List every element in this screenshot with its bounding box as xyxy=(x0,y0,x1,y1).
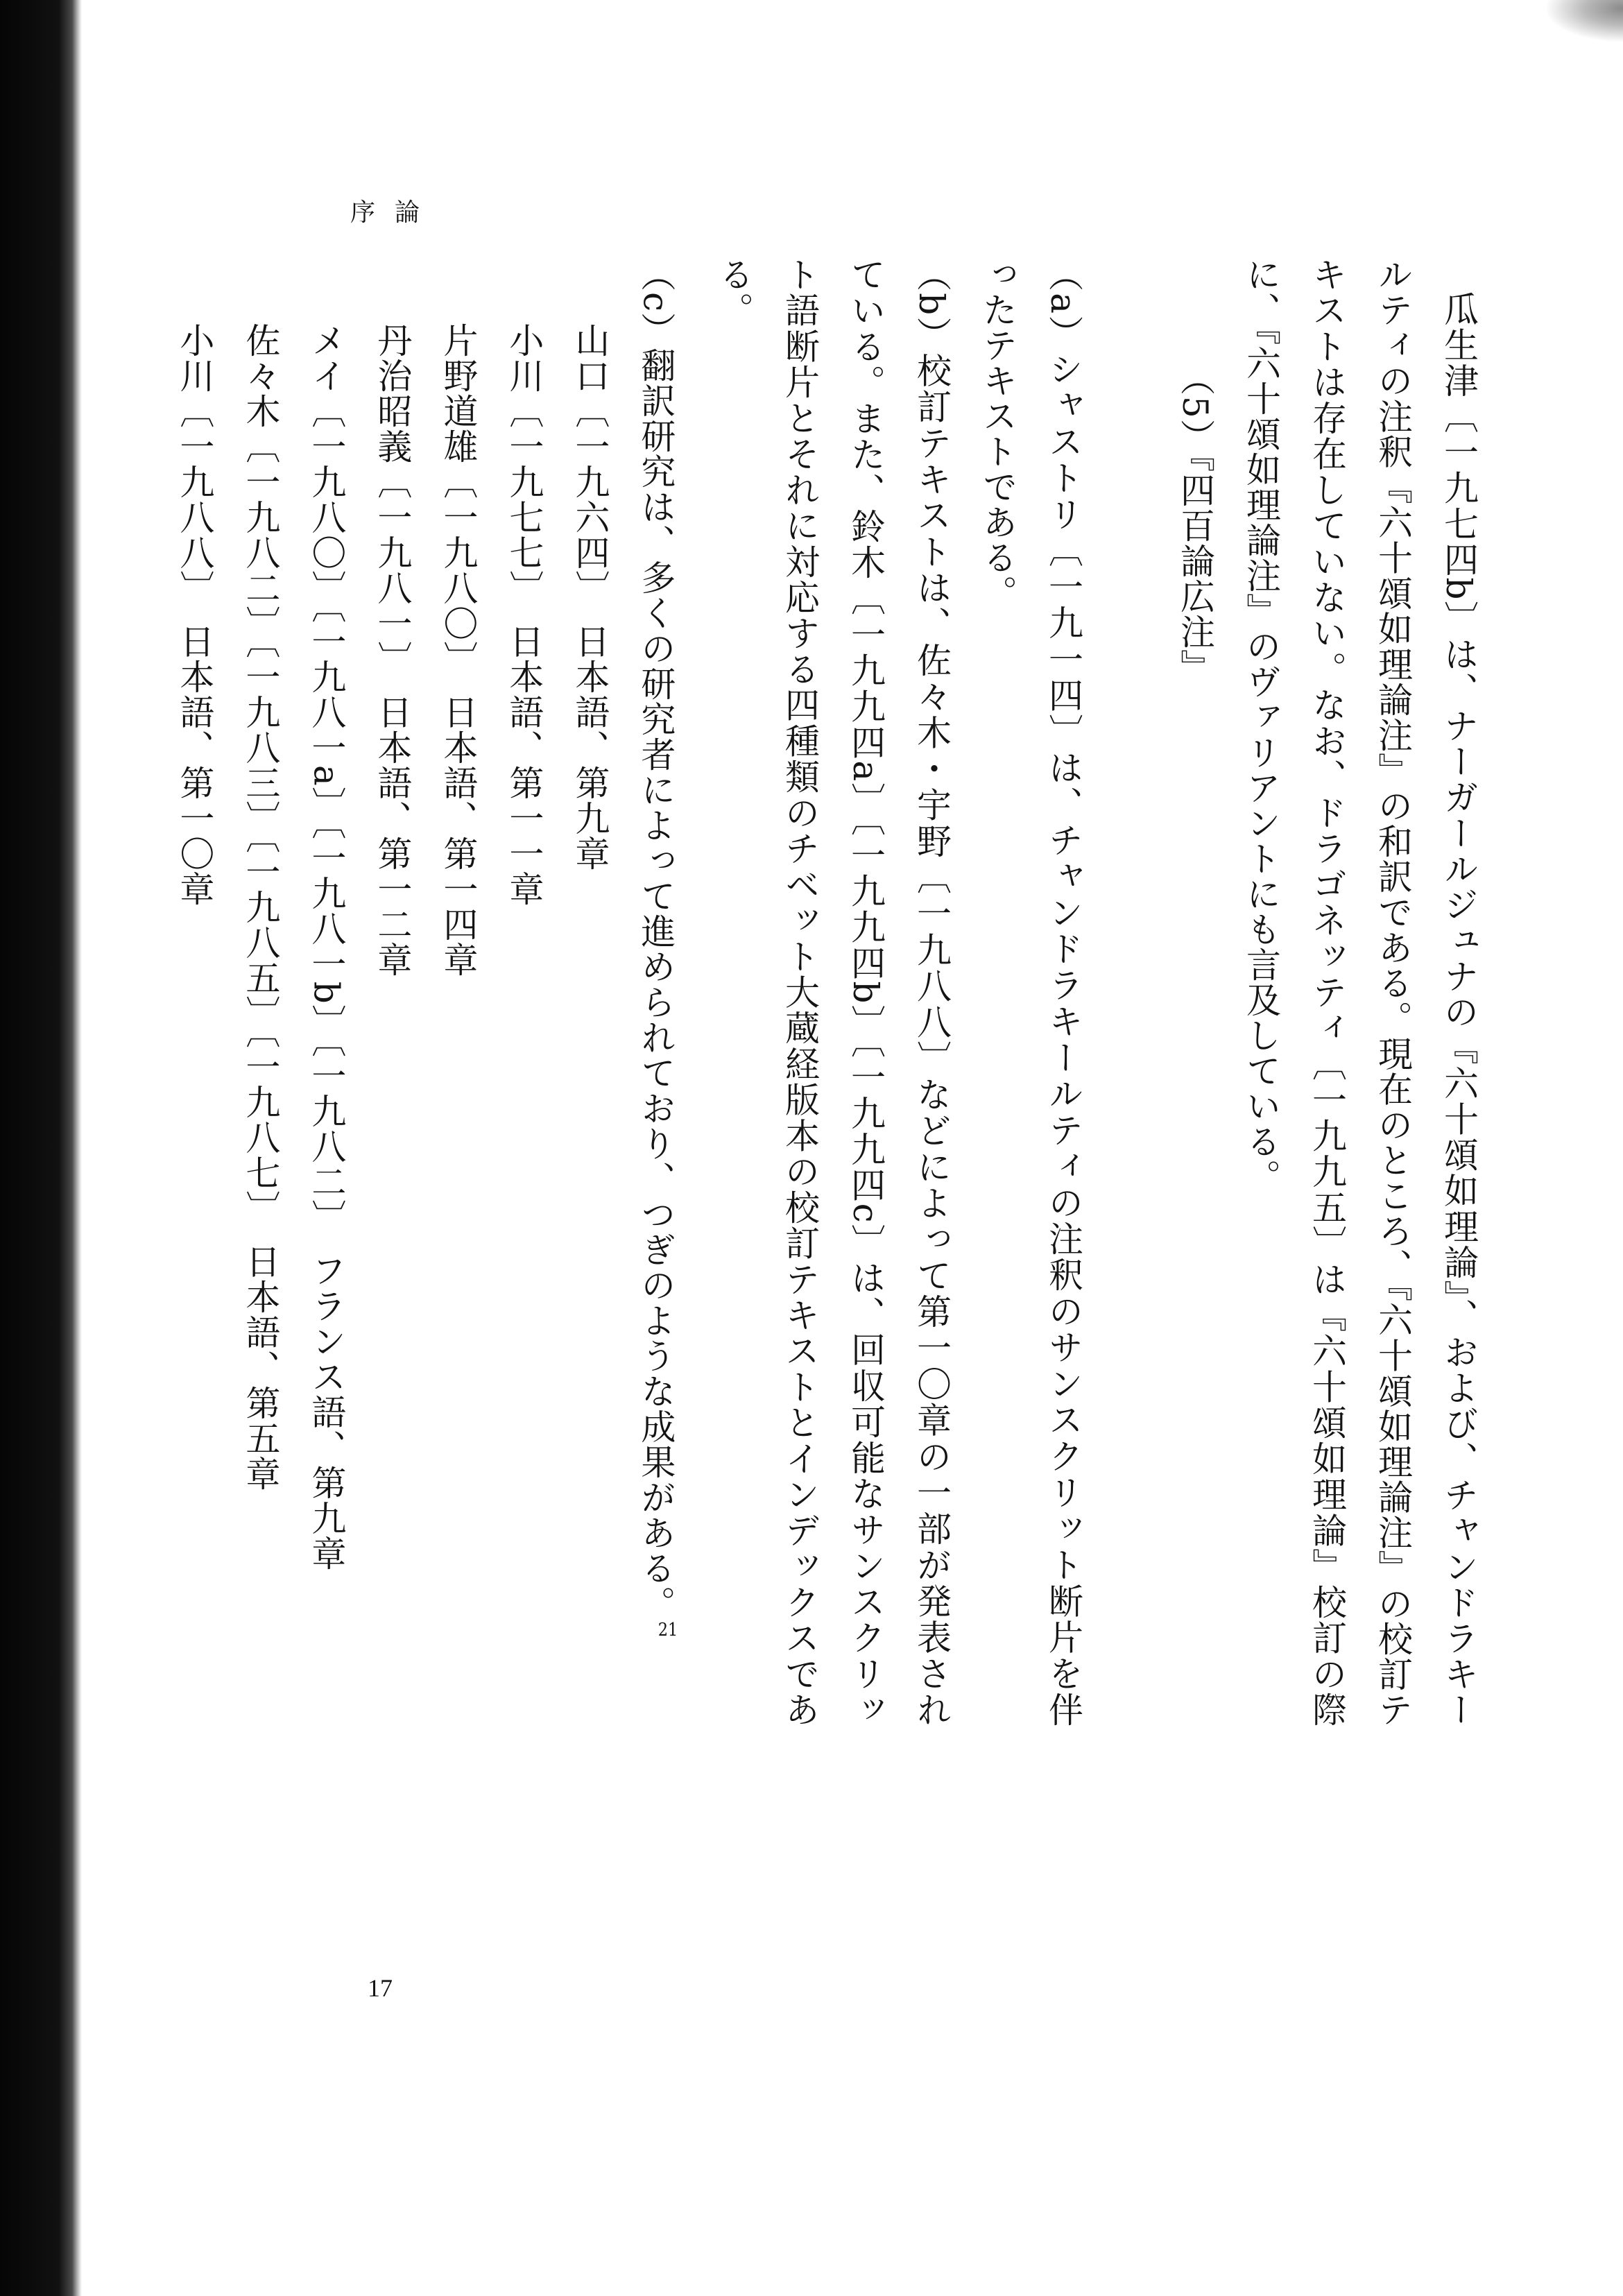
list-item-c xyxy=(622,257,701,1727)
scan-corner-smudge xyxy=(1547,0,1623,42)
reference-item: 丹治昭義〔一九八一〕 日本語、第一二章 xyxy=(372,323,413,977)
reference-item: 片野道雄〔一九八〇〕 日本語、第一四章 xyxy=(438,323,479,977)
list-item-b xyxy=(701,257,964,1727)
intro-paragraph: 瓜生津〔一九七四b〕は、ナーガールジュナの『六十頌如理論』、および、チャンドラキールティの注釈『六十頌如理論注』の和訳である。現在のところ、『六十頌如理論注』の校訂テキストは存在していない。なお、ドラゴネッティ〔一九九五〕は『六十頌如理論』校訂の際に、『六十頌如理論注』のヴァリアントにも言及している。 xyxy=(1241,257,1479,1727)
reference-item: 山口〔一九六四〕 日本語、第九章 xyxy=(569,323,610,871)
list-item-label: （b） xyxy=(911,257,952,353)
reference-item: 小川〔一九七七〕 日本語、第一一章 xyxy=(504,323,544,907)
reference-item: 小川〔一九八八〕 日本語、第一〇章 xyxy=(174,323,215,907)
list-item-label: （a） xyxy=(1043,257,1083,352)
scan-binding-edge xyxy=(0,0,82,2296)
list-item-a xyxy=(964,257,1096,1727)
vertical-text-body xyxy=(161,257,1491,1727)
reference-item: メイ〔一九八〇〕〔一九八一a〕〔一九八一b〕〔一九八二〕 フランス語、第九章 xyxy=(306,323,347,1571)
reference-item: 佐々木〔一九八二〕〔一九八三〕〔一九八五〕〔一九八七〕 日本語、第五章 xyxy=(240,323,281,1491)
list-item-text: シャストリ〔一九一四〕は、チャンドラキールティの注釈のサンスクリット断片を伴ったテキストである。 xyxy=(977,257,1083,1727)
page-number: 17 xyxy=(368,1974,393,2002)
list-item-text: 校訂テキストは、佐々木・宇野〔一九八八〕などによって第一〇章の一部が発表されている。また、鈴木〔一九九四a〕〔一九九四b〕〔一九九四c〕は、回収可能なサンスクリット語断片とそれに対応する四種類のチベット大蔵経版本の校訂テキストとインデックスである。 xyxy=(714,257,952,1727)
section-heading: （5）『四百論広注』 xyxy=(1175,361,1215,685)
running-head: 序論 xyxy=(350,198,440,227)
reference-list xyxy=(161,323,622,1727)
list-item-text: 翻訳研究は、多くの研究者によって進められており、つぎのような成果がある。 xyxy=(635,348,676,1622)
footnote-marker: 21 xyxy=(658,1621,678,1640)
list-item-label: （c） xyxy=(635,257,676,348)
heading-spacer xyxy=(1096,257,1162,1727)
